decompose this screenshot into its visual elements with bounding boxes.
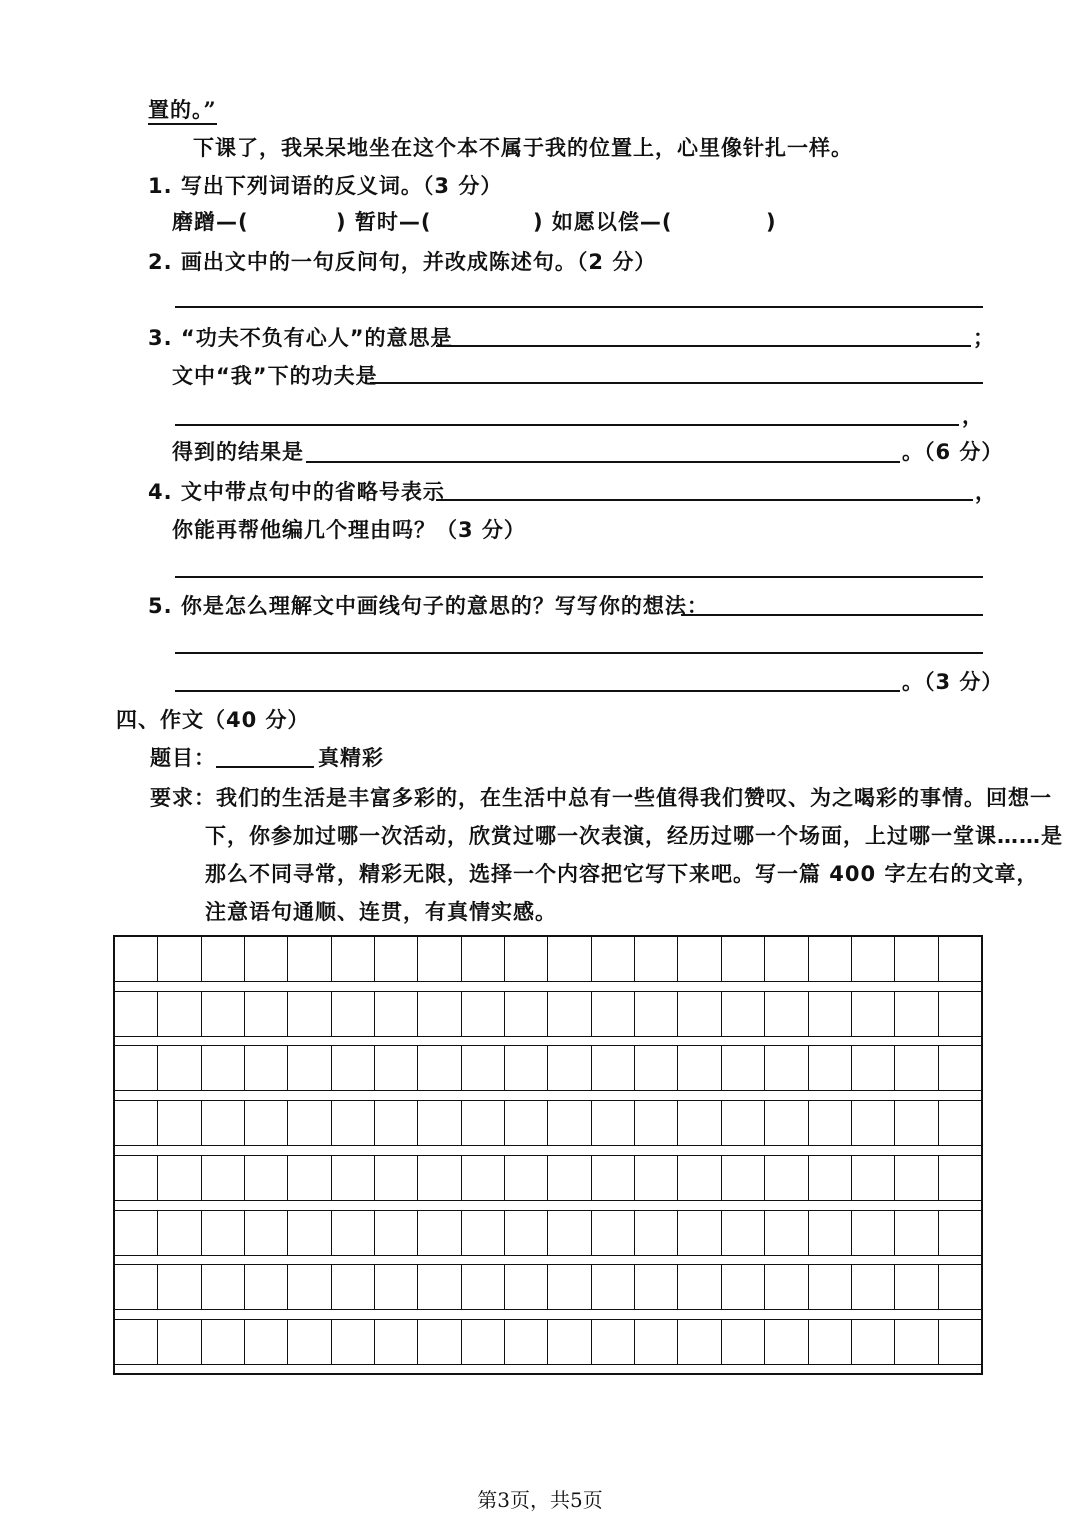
grid-cell[interactable]	[375, 992, 418, 1036]
grid-cell[interactable]	[505, 1211, 548, 1255]
grid-cell[interactable]	[418, 992, 461, 1036]
q3-comma: ，	[962, 404, 984, 428]
q4-comma: ，	[975, 480, 997, 504]
grid-cell[interactable]	[678, 1046, 721, 1090]
grid-cell[interactable]	[592, 1101, 635, 1145]
question-3-line-4: 得到的结果是	[172, 440, 304, 464]
passage-last-paragraph: 下课了，我呆呆地坐在这个本不属于我的位置上，心里像针扎一样。	[193, 135, 853, 160]
grid-cell[interactable]	[765, 1265, 808, 1309]
grid-cell[interactable]	[462, 1101, 505, 1145]
grid-row-separator	[115, 1364, 981, 1365]
grid-cell[interactable]	[462, 1156, 505, 1200]
grid-cell[interactable]	[809, 1320, 852, 1364]
grid-cell[interactable]	[722, 1265, 765, 1309]
grid-cell[interactable]	[678, 1265, 721, 1309]
grid-cell[interactable]	[418, 1156, 461, 1200]
grid-cell[interactable]	[202, 1101, 245, 1145]
answer-line-q2[interactable]	[175, 306, 983, 308]
grid-cell[interactable]	[635, 1265, 678, 1309]
grid-cell[interactable]	[809, 992, 852, 1036]
question-1-item-4: )	[766, 210, 777, 234]
grid-cell[interactable]	[115, 1211, 158, 1255]
grid-cell[interactable]	[895, 937, 938, 981]
grid-cell[interactable]	[332, 1265, 375, 1309]
grid-cell[interactable]	[202, 1156, 245, 1200]
grid-cell[interactable]	[115, 1156, 158, 1200]
grid-cell[interactable]	[115, 937, 158, 981]
grid-cell[interactable]	[809, 1156, 852, 1200]
grid-cell[interactable]	[375, 1320, 418, 1364]
grid-cell[interactable]	[852, 1046, 895, 1090]
grid-cell[interactable]	[592, 1156, 635, 1200]
grid-cell[interactable]	[939, 1156, 981, 1200]
grid-cell[interactable]	[852, 1320, 895, 1364]
grid-cell[interactable]	[418, 1265, 461, 1309]
requirement-line-2: 下，你参加过哪一次活动，欣赏过哪一次表演，经历过哪一个场面，上过哪一堂课……是	[205, 824, 1063, 848]
grid-cell[interactable]	[418, 1320, 461, 1364]
grid-cell[interactable]	[245, 1211, 288, 1255]
grid-cell[interactable]	[245, 1101, 288, 1145]
grid-cell[interactable]	[895, 1046, 938, 1090]
grid-cell[interactable]	[592, 1046, 635, 1090]
grid-cell[interactable]	[895, 1265, 938, 1309]
grid-row	[115, 1265, 981, 1309]
grid-cell[interactable]	[592, 1265, 635, 1309]
question-2-prompt: 2. 画出文中的一句反问句，并改成陈述句。（2 分）	[148, 250, 657, 274]
grid-cell[interactable]	[202, 937, 245, 981]
question-1-item-1: 磨蹭—(	[172, 210, 249, 234]
grid-cell[interactable]	[722, 1320, 765, 1364]
grid-cell[interactable]	[462, 1320, 505, 1364]
underlined-sentence-end: 置的。”	[148, 97, 217, 125]
grid-cell[interactable]	[115, 1101, 158, 1145]
passage-end-line	[148, 96, 217, 124]
grid-cell[interactable]	[462, 1211, 505, 1255]
grid-cell[interactable]	[418, 937, 461, 981]
grid-cell[interactable]	[722, 1101, 765, 1145]
grid-row-separator	[115, 1200, 981, 1201]
grid-cell[interactable]	[809, 1265, 852, 1309]
grid-row	[115, 1156, 981, 1200]
question-1-prompt: 1. 写出下列词语的反义词。（3 分）	[148, 174, 503, 198]
grid-cell[interactable]	[158, 1320, 201, 1364]
grid-cell[interactable]	[245, 1320, 288, 1364]
grid-cell[interactable]	[852, 992, 895, 1036]
grid-cell[interactable]	[722, 1211, 765, 1255]
section-4-heading: 四、作文（40 分）	[116, 708, 310, 732]
grid-cell[interactable]	[505, 1320, 548, 1364]
grid-cell[interactable]	[939, 1265, 981, 1309]
grid-cell[interactable]	[678, 1101, 721, 1145]
grid-cell[interactable]	[635, 992, 678, 1036]
question-3-line-2: 文中“我”下的功夫是	[172, 364, 378, 388]
question-1-item-3: ) 如愿以偿—(	[533, 210, 673, 234]
grid-cell[interactable]	[939, 1101, 981, 1145]
grid-cell[interactable]	[895, 1320, 938, 1364]
grid-cell[interactable]	[765, 1046, 808, 1090]
grid-cell[interactable]	[245, 1046, 288, 1090]
grid-cell[interactable]	[722, 1156, 765, 1200]
requirement-line-1: 要求：我们的生活是丰富多彩的，在生活中总有一些值得我们赞叹、为之喝彩的事情。回想一	[150, 786, 1052, 810]
grid-cell[interactable]	[809, 937, 852, 981]
grid-row-separator	[115, 1309, 981, 1310]
grid-row	[115, 1211, 981, 1255]
grid-cell[interactable]	[678, 992, 721, 1036]
grid-cell[interactable]	[245, 992, 288, 1036]
grid-cell[interactable]	[288, 1046, 331, 1090]
grid-cell[interactable]	[548, 1046, 591, 1090]
question-1-item-2: ) 暂时—(	[336, 210, 432, 234]
grid-cell[interactable]	[939, 1320, 981, 1364]
grid-cell[interactable]	[765, 937, 808, 981]
grid-cell[interactable]	[548, 1265, 591, 1309]
answer-line-q5-c[interactable]	[175, 690, 900, 692]
question-4-prompt: 4. 文中带点句中的省略号表示	[148, 480, 445, 504]
grid-cell[interactable]	[375, 1046, 418, 1090]
grid-cell[interactable]	[115, 1046, 158, 1090]
answer-line-q4-ellipsis[interactable]	[436, 499, 973, 501]
grid-row-separator	[115, 1090, 981, 1091]
grid-cell[interactable]	[332, 1320, 375, 1364]
grid-cell[interactable]	[288, 1156, 331, 1200]
grid-cell[interactable]	[332, 1156, 375, 1200]
grid-cell[interactable]	[462, 1265, 505, 1309]
grid-row	[115, 1046, 981, 1090]
answer-line-q5-b[interactable]	[175, 652, 983, 654]
grid-cell[interactable]	[635, 937, 678, 981]
grid-cell[interactable]	[592, 937, 635, 981]
grid-cell[interactable]	[462, 937, 505, 981]
grid-cell[interactable]	[462, 1046, 505, 1090]
requirement-line-4: 注意语句通顺、连贯，有真情实感。	[205, 900, 557, 924]
grid-cell[interactable]	[678, 1320, 721, 1364]
grid-cell[interactable]	[635, 1156, 678, 1200]
grid-cell[interactable]	[158, 1211, 201, 1255]
grid-cell[interactable]	[245, 1265, 288, 1309]
grid-cell[interactable]	[635, 1211, 678, 1255]
grid-cell[interactable]	[852, 1101, 895, 1145]
grid-cell[interactable]	[288, 1265, 331, 1309]
grid-cell[interactable]	[158, 992, 201, 1036]
q5-score: 。（3 分）	[902, 670, 1004, 694]
grid-cell[interactable]	[722, 992, 765, 1036]
grid-cell[interactable]	[939, 937, 981, 981]
grid-row	[115, 937, 981, 981]
grid-cell[interactable]	[635, 1101, 678, 1145]
grid-cell[interactable]	[115, 1320, 158, 1364]
grid-cell[interactable]	[115, 1265, 158, 1309]
grid-cell[interactable]	[635, 1046, 678, 1090]
grid-row	[115, 1320, 981, 1364]
grid-cell[interactable]	[765, 1320, 808, 1364]
question-5-prompt: 5. 你是怎么理解文中画线句子的意思的？写写你的想法：	[148, 594, 709, 618]
grid-cell[interactable]	[635, 1320, 678, 1364]
grid-cell[interactable]	[895, 1211, 938, 1255]
grid-cell[interactable]	[202, 1265, 245, 1309]
grid-cell[interactable]	[418, 1211, 461, 1255]
grid-cell[interactable]	[418, 1101, 461, 1145]
grid-cell[interactable]	[202, 1211, 245, 1255]
grid-row	[115, 992, 981, 1036]
grid-cell[interactable]	[895, 1101, 938, 1145]
answer-line-q3-effort[interactable]	[370, 382, 983, 384]
grid-cell[interactable]	[158, 1046, 201, 1090]
answer-line-q5-a[interactable]	[681, 614, 983, 616]
grid-cell[interactable]	[548, 1156, 591, 1200]
grid-cell[interactable]	[678, 1211, 721, 1255]
grid-cell[interactable]	[375, 1101, 418, 1145]
grid-cell[interactable]	[895, 992, 938, 1036]
question-4-line-2: 你能再帮他编几个理由吗？（3 分）	[172, 518, 526, 542]
grid-cell[interactable]	[418, 1046, 461, 1090]
grid-cell[interactable]	[462, 992, 505, 1036]
grid-cell[interactable]	[548, 1101, 591, 1145]
grid-cell[interactable]	[592, 992, 635, 1036]
grid-cell[interactable]	[809, 1211, 852, 1255]
grid-cell[interactable]	[548, 1320, 591, 1364]
grid-cell[interactable]	[245, 1156, 288, 1200]
grid-cell[interactable]	[158, 1265, 201, 1309]
grid-cell[interactable]	[592, 1320, 635, 1364]
grid-cell[interactable]	[505, 1046, 548, 1090]
composition-title-suffix: 真精彩	[318, 746, 384, 770]
grid-cell[interactable]	[939, 992, 981, 1036]
grid-cell[interactable]	[939, 1211, 981, 1255]
grid-cell[interactable]	[288, 1320, 331, 1364]
grid-cell[interactable]	[592, 1211, 635, 1255]
answer-line-q4-reasons[interactable]	[175, 576, 983, 578]
grid-cell[interactable]	[852, 1156, 895, 1200]
grid-row-separator	[115, 981, 981, 982]
grid-cell[interactable]	[939, 1046, 981, 1090]
answer-line-q3-meaning[interactable]	[436, 345, 971, 347]
grid-cell[interactable]	[375, 937, 418, 981]
grid-cell[interactable]	[505, 1265, 548, 1309]
grid-cell[interactable]	[765, 1101, 808, 1145]
grid-cell[interactable]	[505, 937, 548, 981]
grid-cell[interactable]	[809, 1046, 852, 1090]
grid-cell[interactable]	[895, 1156, 938, 1200]
grid-cell[interactable]	[202, 1046, 245, 1090]
grid-cell[interactable]	[678, 937, 721, 981]
grid-cell[interactable]	[288, 992, 331, 1036]
grid-cell[interactable]	[158, 1101, 201, 1145]
grid-cell[interactable]	[852, 1211, 895, 1255]
requirement-line-3: 那么不同寻常，精彩无限，选择一个内容把它写下来吧。写一篇 400 字左右的文章，	[205, 862, 1039, 886]
grid-cell[interactable]	[288, 937, 331, 981]
grid-row-separator	[115, 1255, 981, 1256]
grid-cell[interactable]	[115, 992, 158, 1036]
grid-row-separator	[115, 1145, 981, 1146]
grid-cell[interactable]	[852, 937, 895, 981]
grid-cell[interactable]	[548, 992, 591, 1036]
grid-cell[interactable]	[158, 937, 201, 981]
grid-cell[interactable]	[765, 1211, 808, 1255]
composition-title-prefix: 题目：	[150, 746, 216, 770]
grid-cell[interactable]	[505, 1101, 548, 1145]
grid-cell[interactable]	[245, 937, 288, 981]
answer-line-q3-result[interactable]	[306, 461, 900, 463]
grid-cell[interactable]	[288, 1211, 331, 1255]
question-3-prompt: 3. “功夫不负有心人”的意思是	[148, 326, 453, 350]
grid-row	[115, 1101, 981, 1145]
answer-line-q3-effort-cont[interactable]	[175, 424, 959, 426]
q3-semicolon: ；	[973, 326, 995, 350]
grid-cell[interactable]	[202, 992, 245, 1036]
grid-cell[interactable]	[722, 1046, 765, 1090]
grid-cell[interactable]	[548, 1211, 591, 1255]
grid-cell[interactable]	[505, 1156, 548, 1200]
grid-cell[interactable]	[332, 937, 375, 981]
grid-cell[interactable]	[332, 1046, 375, 1090]
grid-cell[interactable]	[288, 1101, 331, 1145]
grid-cell[interactable]	[332, 1211, 375, 1255]
grid-cell[interactable]	[722, 937, 765, 981]
grid-cell[interactable]	[765, 992, 808, 1036]
grid-cell[interactable]	[548, 937, 591, 981]
grid-cell[interactable]	[375, 1265, 418, 1309]
grid-cell[interactable]	[332, 992, 375, 1036]
q3-score: 。（6 分）	[902, 440, 1004, 464]
grid-cell[interactable]	[852, 1265, 895, 1309]
composition-title-blank[interactable]	[216, 766, 314, 768]
grid-cell[interactable]	[375, 1156, 418, 1200]
grid-cell[interactable]	[202, 1320, 245, 1364]
grid-cell[interactable]	[678, 1156, 721, 1200]
grid-row-separator	[115, 1036, 981, 1037]
grid-cell[interactable]	[765, 1156, 808, 1200]
grid-cell[interactable]	[505, 992, 548, 1036]
grid-cell[interactable]	[809, 1101, 852, 1145]
page-footer: 第3页，共5页	[477, 1488, 603, 1512]
grid-cell[interactable]	[332, 1101, 375, 1145]
composition-writing-grid[interactable]	[113, 935, 983, 1375]
grid-cell[interactable]	[158, 1156, 201, 1200]
grid-cell[interactable]	[375, 1211, 418, 1255]
